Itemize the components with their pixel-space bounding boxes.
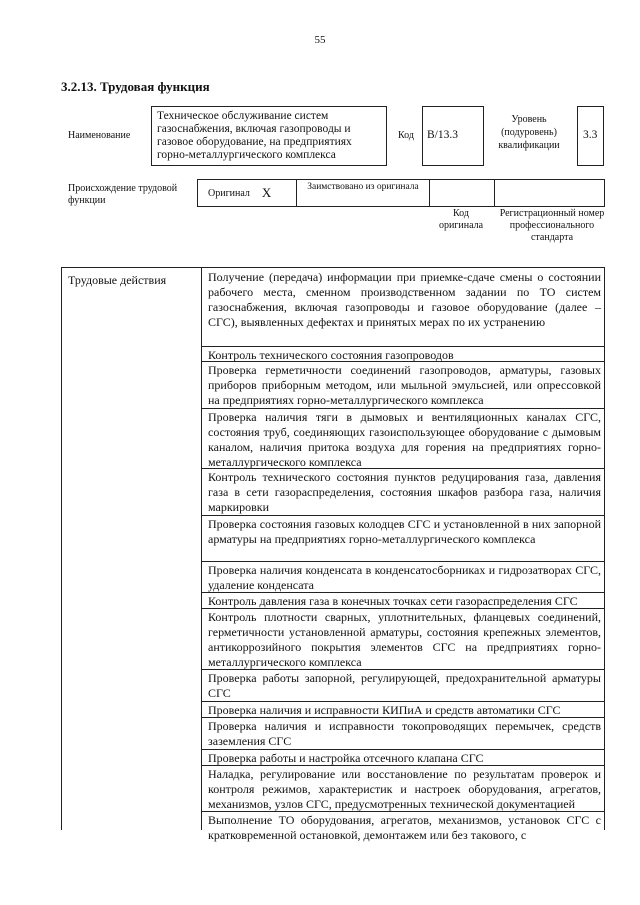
original-cell bbox=[198, 180, 297, 206]
code-label: Код bbox=[398, 130, 414, 141]
action-row: Выполнение ТО оборудования, агрегатов, механизмов, установок СГС с кратковременной остановкой, демонтажем или без такового, с bbox=[208, 813, 601, 842]
page-number: 55 bbox=[314, 34, 326, 46]
origin-label: Происхождение трудовой функции bbox=[68, 183, 178, 206]
code-value: В/13.3 bbox=[422, 106, 484, 166]
original-label: Оригинал bbox=[208, 187, 250, 199]
action-row: Контроль плотности сварных, уплотнительных, фланцевых соединений, герметичности установленной арматуры, состояния крепежных элементов, антикоррозийного покрытия элементов СГС на предприятиях горно-металлургического комплекса bbox=[202, 609, 604, 670]
action-row: Проверка работы и настройка отсечного клапана СГС bbox=[202, 750, 604, 766]
action-row: Проверка герметичности соединений газопроводов, арматуры, газовых приборов приборным методом, или мыльной эмульсией, или опрессовкой на предприятиях горно-металлургического комплекса bbox=[202, 362, 604, 409]
actions-list bbox=[202, 268, 604, 846]
level-label: Уровень (подуровень) квалификации bbox=[498, 114, 560, 151]
code-original-cell bbox=[430, 180, 495, 206]
level-value: 3.3 bbox=[577, 106, 604, 166]
actions-table bbox=[61, 267, 605, 842]
original-mark: X bbox=[261, 185, 272, 200]
name-label: Наименование bbox=[68, 130, 131, 141]
action-row: Проверка наличия тяги в дымовых и вентиляционных каналах СГС, состояния труб, соединяющих газоиспользующее оборудование с дымовым каналом, наличия притока воздуха для горения на предприятиях горно-металлургического комплекса bbox=[202, 409, 604, 469]
action-row: Получение (передача) информации при приемке-сдаче смены о состоянии рабочего места, сменном производственном задании по ТО систем газоснабжения, включая газопроводы и газовое оборудование (далее – СГС), выявленных дефектах и принятых мерах по их устранению bbox=[202, 268, 604, 347]
action-row: Проверка наличия и исправности КИПиА и средств автоматики СГС bbox=[202, 702, 604, 718]
action-row: Контроль давления газа в конечных точках сети газораспределения СГС bbox=[202, 593, 604, 609]
action-row: Проверка состояния газовых колодцев СГС и установленной в них запорной арматуры на предприятиях горно-металлургического комплекса bbox=[202, 516, 604, 562]
reg-number-label: Регистрационный номер профессионального стандарта bbox=[499, 208, 605, 243]
section-title: 3.2.13. Трудовая функция bbox=[61, 79, 210, 94]
action-row: Контроль технического состояния пунктов редуцирования газа, давления газа в сети газораспределения, состояния шкафов разбора газа, наличия маркировки bbox=[202, 469, 604, 516]
action-row: Контроль технического состояния газопроводов bbox=[202, 347, 604, 362]
origin-row bbox=[197, 179, 605, 207]
borrowed-cell: Заимствовано из оригинала bbox=[297, 180, 430, 206]
action-row: Проверка наличия и исправности токопроводящих перемычек, средств заземления СГС bbox=[202, 718, 604, 750]
actions-label: Трудовые действия bbox=[62, 268, 202, 830]
reg-number-cell bbox=[495, 180, 604, 206]
action-row: Проверка работы запорной, регулирующей, предохранительной арматуры СГС bbox=[202, 670, 604, 702]
action-row: Проверка наличия конденсата в конденсатосборниках и гидрозатворах СГС, удаление конденсата bbox=[202, 562, 604, 593]
code-original-label: Код оригинала bbox=[438, 208, 484, 231]
action-row: Наладка, регулирование или восстановление по результатам проверок и контроля режимов, характеристик и настроек оборудования, агрегатов, механизмов, узлов СГС, предусмотренных технической документацией bbox=[202, 766, 604, 812]
name-value: Техническое обслуживание систем газоснабжения, включая газопроводы и газовое оборудование, на предприятиях горно-металлургического комплекса bbox=[151, 106, 387, 166]
